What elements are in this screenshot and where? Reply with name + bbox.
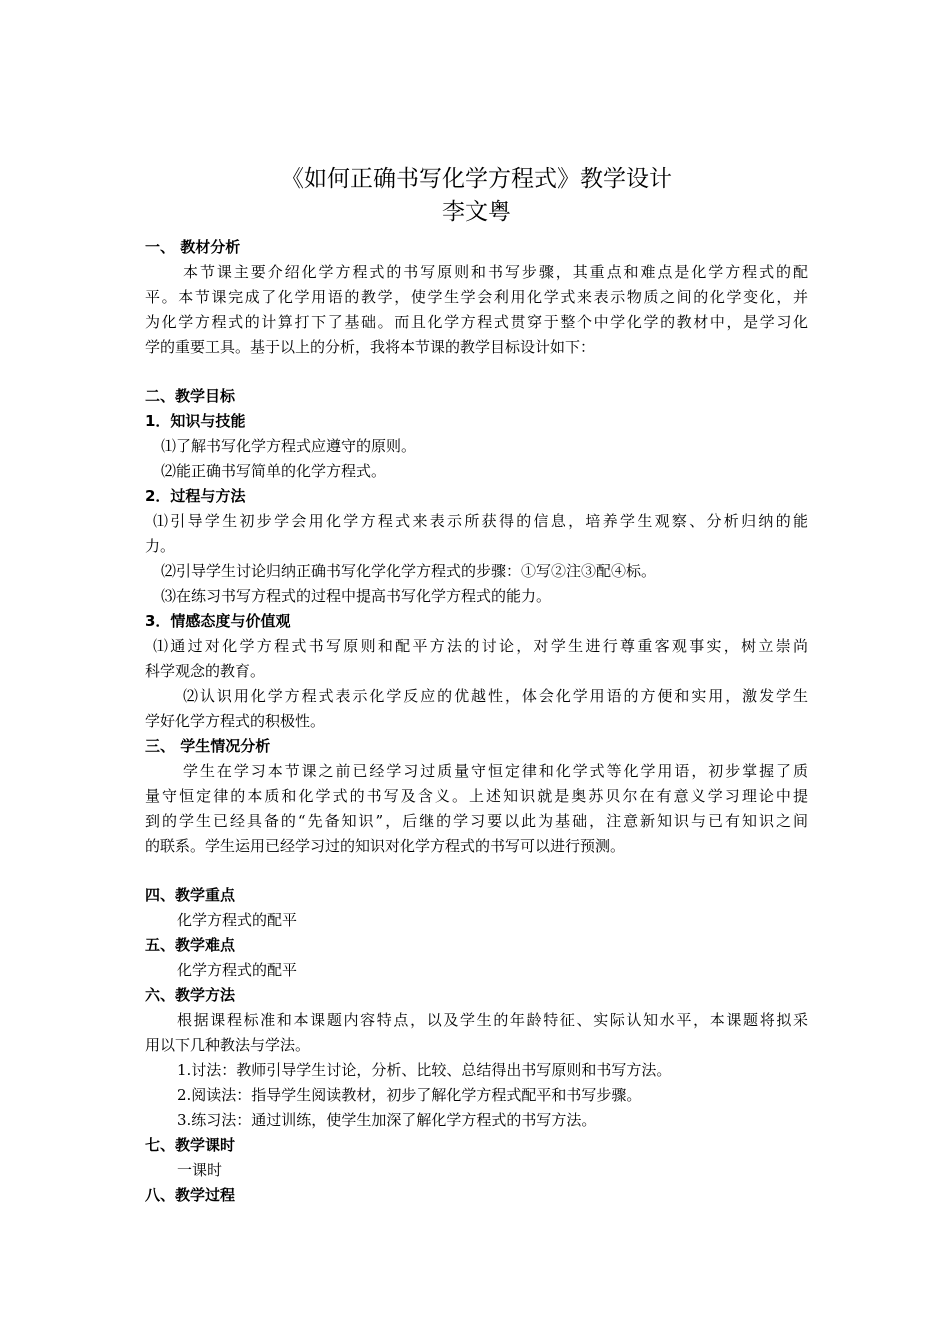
list-item: ⑵能正确书写简单的化学方程式。 xyxy=(161,462,387,480)
paragraph-line: 到的学生已经具备的“先备知识”，后继的学习要以此为基础，注意新知识与已有知识之间 xyxy=(145,812,808,830)
paragraph-line: 为化学方程式的计算打下了基础。而且化学方程式贯穿于整个中学化学的教材中，是学习化 xyxy=(145,313,808,331)
paragraph-line: 化学方程式的配平 xyxy=(177,961,298,979)
paragraph-line: 力。 xyxy=(145,537,176,555)
document-author: 李文粤 xyxy=(442,199,511,225)
paragraph-line: 根据课程标准和本课题内容特点，以及学生的年龄特征、实际认知水平，本课题将拟采 xyxy=(177,1011,808,1029)
section-heading: 八、教学过程 xyxy=(145,1186,236,1204)
paragraph-line: 科学观念的教育。 xyxy=(145,662,266,680)
list-item: 2.阅读法：指导学生阅读教材，初步了解化学方程式配平和书写步骤。 xyxy=(177,1086,642,1104)
list-item: ⑶在练习书写方程式的过程中提高书写化学方程式的能力。 xyxy=(161,587,552,605)
paragraph-line: ⑴通过对化学方程式书写原则和配平方法的讨论，对学生进行尊重客观事实，树立崇尚 xyxy=(153,637,808,655)
paragraph-line: 学生在学习本节课之前已经学习过质量守恒定律和化学式等化学用语，初步掌握了质 xyxy=(183,762,808,780)
section-heading: 四、教学重点 xyxy=(145,886,236,904)
paragraph-line: 学的重要工具。基于以上的分析，我将本节课的教学目标设计如下： xyxy=(145,338,596,356)
subsection-heading: 3．情感态度与价值观 xyxy=(145,612,291,630)
document-title: 《如何正确书写化学方程式》教学设计 xyxy=(281,166,672,192)
section-heading: 二、教学目标 xyxy=(145,387,236,405)
list-item: 3.练习法：通过训练，使学生加深了解化学方程式的书写方法。 xyxy=(177,1111,597,1129)
section-heading: 五、教学难点 xyxy=(145,936,236,954)
paragraph-line: ⑵认识用化学方程式表示化学反应的优越性，体会化学用语的方便和实用，激发学生 xyxy=(183,687,808,705)
paragraph-line: 的联系。学生运用已经学习过的知识对化学方程式的书写可以进行预测。 xyxy=(145,837,626,855)
subsection-heading: 2．过程与方法 xyxy=(145,487,246,505)
list-item: 1.讨法：教师引导学生讨论，分析、比较、总结得出书写原则和书写方法。 xyxy=(177,1061,672,1079)
paragraph-line: ⑴引导学生初步学会用化学方程式来表示所获得的信息，培养学生观察、分析归纳的能 xyxy=(153,512,808,530)
paragraph-line: 化学方程式的配平 xyxy=(177,911,298,929)
paragraph-line: 一课时 xyxy=(177,1161,223,1179)
section-heading: 七、教学课时 xyxy=(145,1136,236,1154)
paragraph-line: 学好化学方程式的积极性。 xyxy=(145,712,326,730)
subsection-heading: 1．知识与技能 xyxy=(145,412,246,430)
paragraph-line: 平。本节课完成了化学用语的教学，使学生学会利用化学式来表示物质之间的化学变化，并 xyxy=(145,288,808,306)
section-heading: 三、 学生情况分析 xyxy=(145,737,271,755)
list-item: ⑴了解书写化学方程式应遵守的原则。 xyxy=(161,437,417,455)
paragraph-line: 本节课主要介绍化学方程式的书写原则和书写步骤，其重点和难点是化学方程式的配 xyxy=(183,263,808,281)
section-heading: 一、 教材分析 xyxy=(145,238,241,256)
paragraph-line: 用以下几种教法与学法。 xyxy=(145,1036,311,1054)
list-item: ⑵引导学生讨论归纳正确书写化学化学方程式的步骤：①写②注③配④标。 xyxy=(161,562,657,580)
section-heading: 六、教学方法 xyxy=(145,986,236,1004)
paragraph-line: 量守恒定律的本质和化学式的书写及含义。上述知识就是奥苏贝尔在有意义学习理论中提 xyxy=(145,787,808,805)
